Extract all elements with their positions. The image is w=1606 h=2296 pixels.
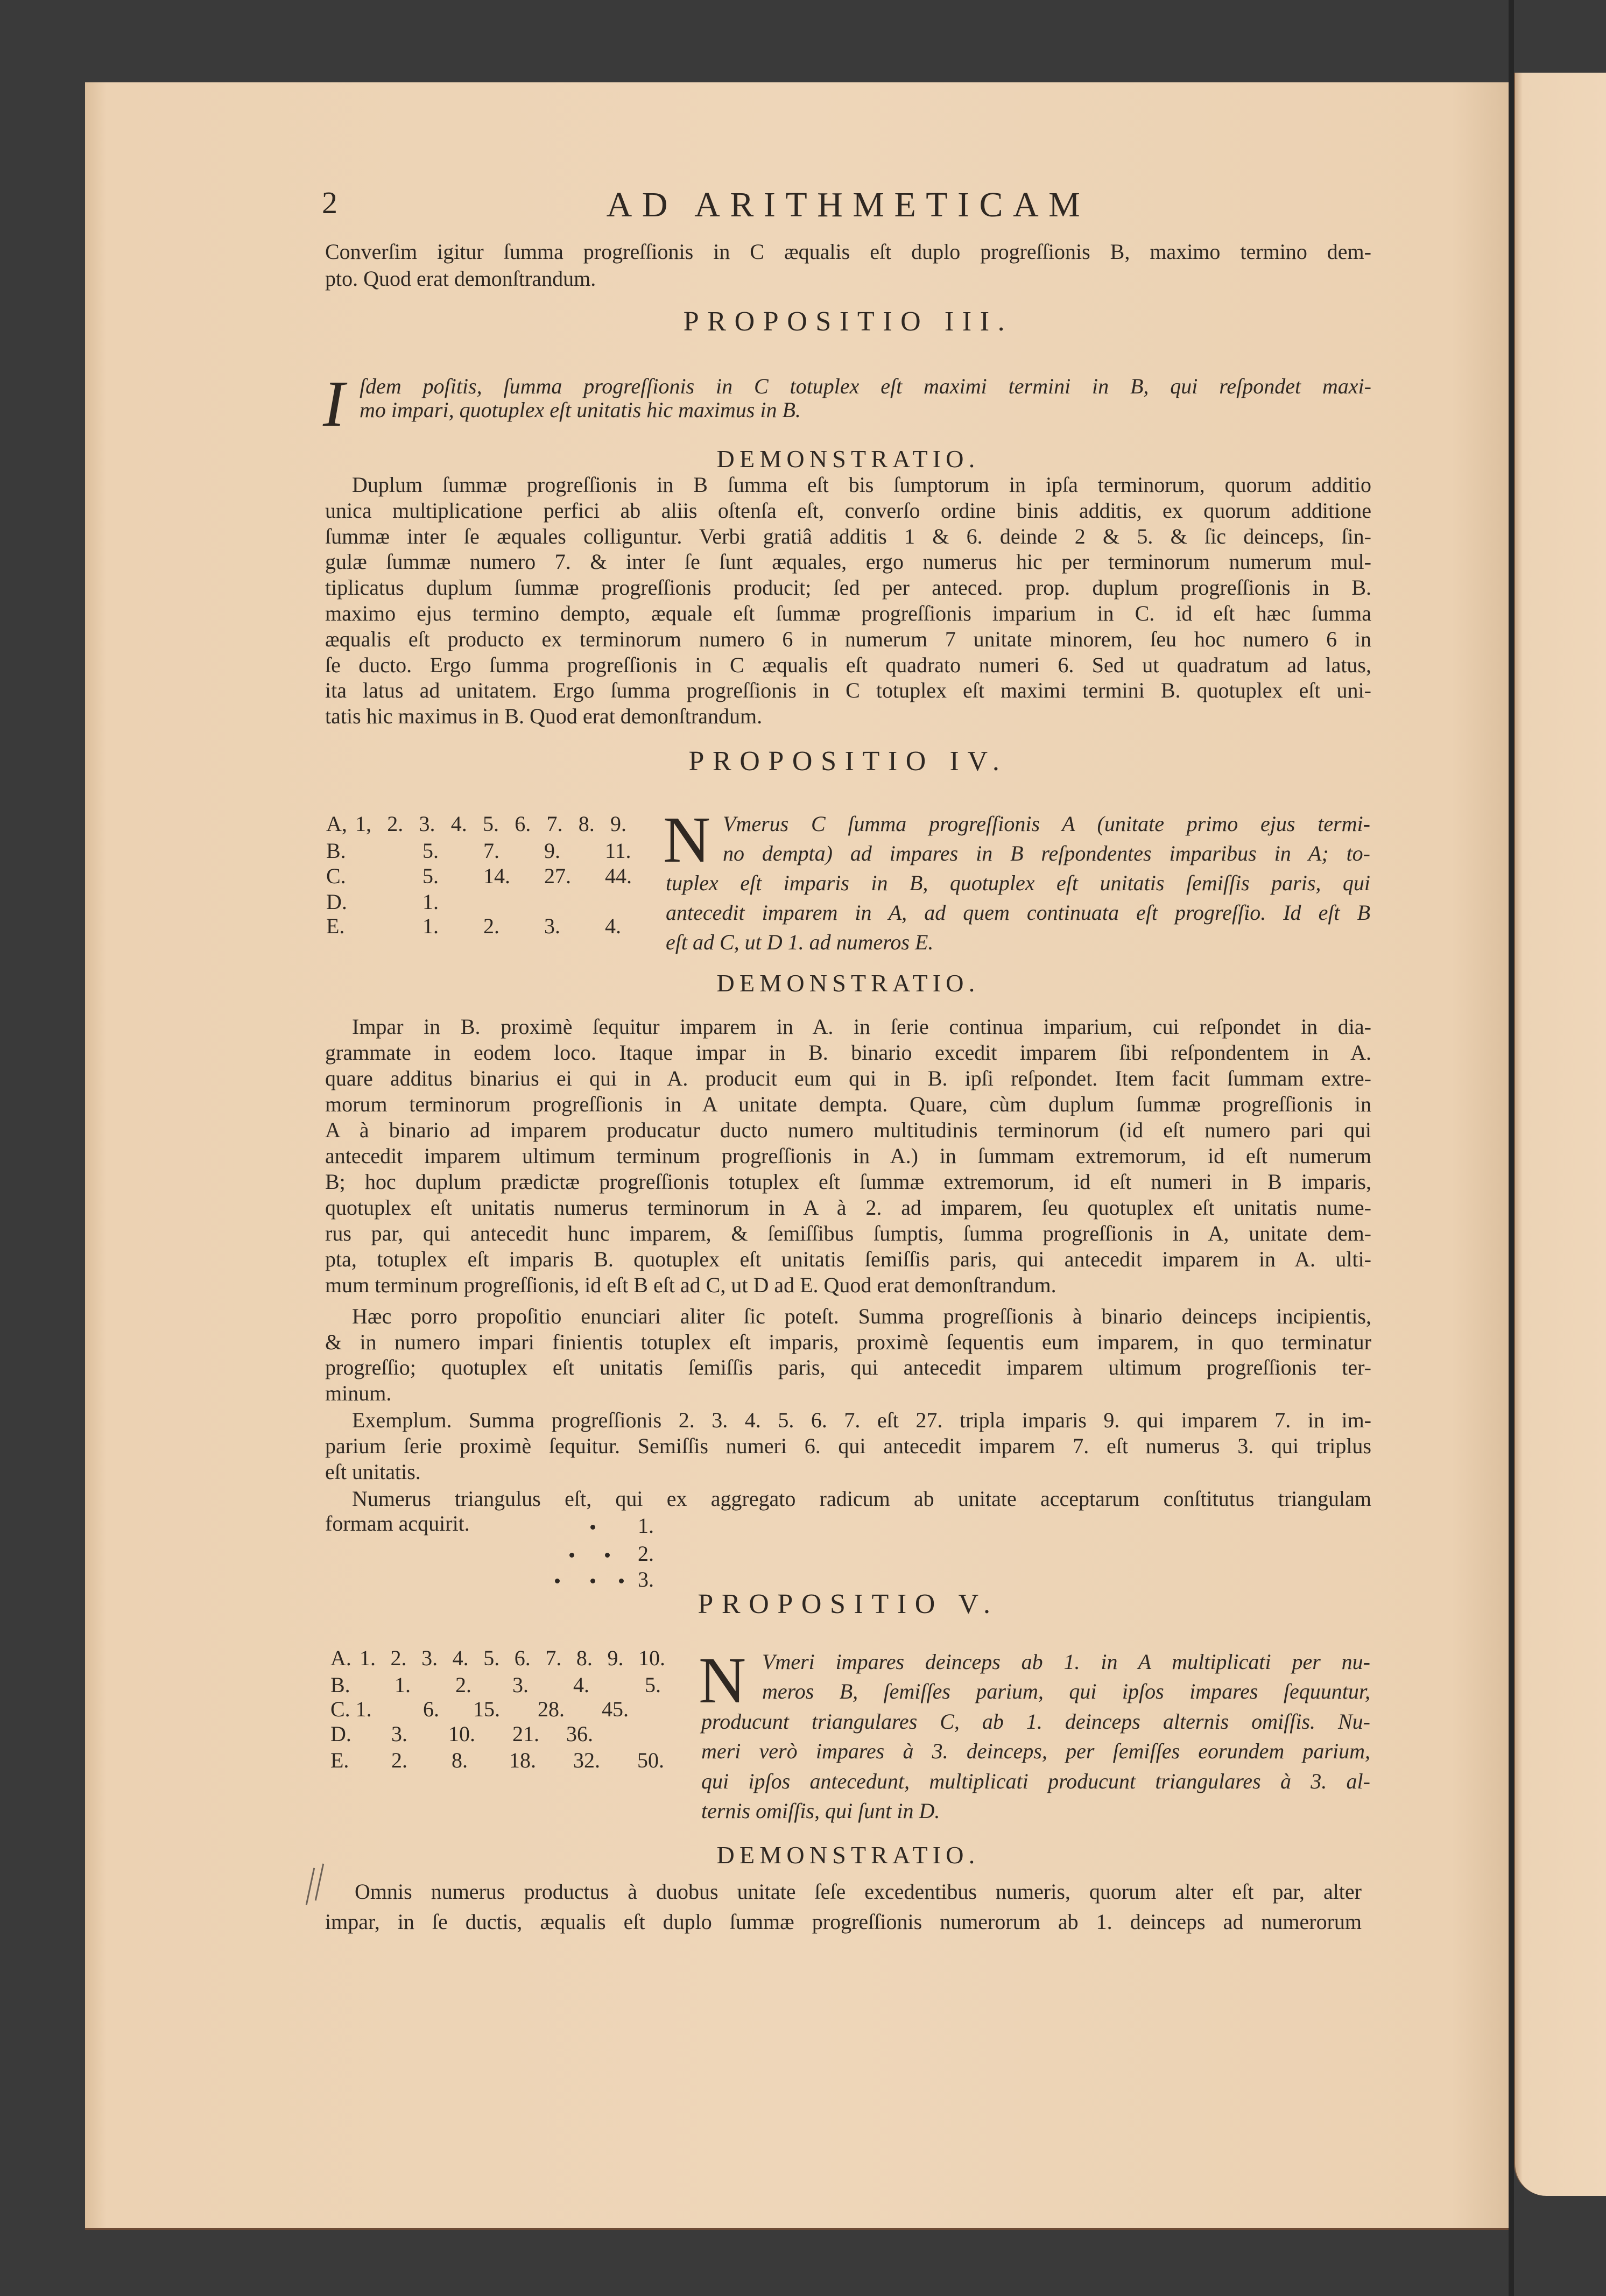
table-cell: 7. — [483, 839, 499, 863]
proposition-4-title: PROPOSITIO IV. — [688, 746, 1008, 777]
drop-cap: N — [699, 1644, 746, 1717]
table-cell: 32. — [573, 1748, 600, 1772]
triangle-label: 2. — [638, 1541, 654, 1566]
text-line: producunt triangulares C, ab 1. deinceps alternis omiſſis. Nu- — [701, 1709, 1370, 1734]
text-line: unica multiplicatione perfici ab aliis oſtenſa eſt, converſo ordine binis additis, ex quorum additione — [325, 498, 1371, 523]
table-cell: 5. — [422, 864, 439, 888]
text-line: ita latus ad unitatem. Ergo ſumma progreſſionis in C totuplex eſt maximi termini B. quotuplex eſt uni- — [325, 678, 1371, 703]
table-cell: 1. — [422, 890, 439, 914]
text-line: Vmerus C ſumma progreſſionis A (unitate primo ejus termi- — [723, 812, 1370, 836]
table-cell: 9. — [544, 839, 560, 863]
table-cell: 50. — [637, 1748, 664, 1772]
text-line: impar, in ſe ductis, æqualis eſt duplo ſummæ progreſſionis numerorum ab 1. deinceps ad numerorum — [325, 1910, 1362, 1934]
table-cell: 3. — [512, 1673, 529, 1697]
table-cell: 3. — [391, 1722, 407, 1746]
text-line: qui ipſos antecedunt, multiplicati producunt triangulares à 3. al- — [701, 1769, 1370, 1793]
table-cell: 2. — [455, 1673, 471, 1697]
text-line: antecedit imparem ultimum terminum progreſſionis in A.) in ſummam extremorum, id eſt numerum — [325, 1144, 1371, 1168]
text-line: parium ſerie proximè ſequitur. Semiſſis numeri 6. qui antecedit imparem 7. eſt numerus 3. qui triplus — [325, 1434, 1371, 1458]
text-line: Omnis numerus productus à duobus unitate ſeſe excedentibus numeris, quorum alter eſt par, alter — [355, 1879, 1362, 1904]
table-cell: 1, 2. 3. 4. 5. 6. 7. 8. 9. — [355, 812, 626, 836]
table-row-label: B. — [326, 839, 346, 863]
table-cell: 27. — [544, 864, 571, 888]
table-cell: 3. — [544, 914, 560, 938]
drop-cap: I — [323, 368, 345, 440]
text-line: formam acquirit. — [325, 1511, 470, 1536]
text-line: Numerus triangulus eſt, qui ex aggregato radicum ab unitate acceptarum conſtitutus triangulam — [352, 1487, 1371, 1511]
table-cell: 2. — [483, 914, 499, 938]
text-line: A à binario ad imparem producatur ducto numero multitudinis terminorum (id eſt numero pari qui — [325, 1118, 1371, 1142]
text-line: maximo ejus termino dempto, æquale eſt ſummæ progreſſionis imparium in C. id eſt hæc ſumma — [325, 601, 1371, 625]
table-cell: 18. — [509, 1748, 536, 1772]
drop-cap: N — [663, 804, 711, 876]
triangle-dot — [590, 1579, 595, 1583]
text-line: Impar in B. proximè ſequitur imparem in A. in ſerie continua imparium, cui reſpondet in dia- — [352, 1015, 1371, 1039]
text-line: meros B, ſemiſſes parium, qui ipſos impares ſequuntur, — [762, 1679, 1370, 1704]
table-cell: 8. — [452, 1748, 468, 1772]
table-cell: 36. — [566, 1722, 593, 1746]
table-row-label: C. 1. — [330, 1697, 372, 1721]
table-cell: 28. — [538, 1697, 565, 1721]
text-line: ſummæ inter ſe æquales colliguntur. Verbi gratiâ additis 1 & 6. deinde 2 & 5. & ſic deinceps, ſin- — [325, 524, 1371, 548]
text-line: quare additus binarius ei qui in A. producit eum qui in B. ipſi reſpondet. Item facit ſummam extre- — [325, 1066, 1371, 1090]
text-line: B; hoc duplum prædictæ progreſſionis totuplex eſt ſummæ extremorum, id eſt numeri in B imparis, — [325, 1170, 1371, 1194]
text-line: tiplicatus duplum ſummæ progreſſionis producit; ſed per anteced. prop. duplum progreſſionis in B. — [325, 575, 1371, 600]
proposition-3-title: PROPOSITIO III. — [683, 306, 1013, 337]
table-cell: 5. — [645, 1673, 661, 1697]
triangle-dot — [555, 1579, 560, 1583]
text-line: eſt unitatis. — [325, 1460, 421, 1484]
page-number: 2 — [322, 185, 337, 220]
table-cell: 11. — [605, 839, 631, 863]
table-row-label: E. — [330, 1748, 349, 1772]
triangle-dot — [569, 1553, 574, 1558]
text-line: & in numero impari finientis totuplex eſt imparis, proximè ſequentis eum imparem, in quo terminatur — [325, 1329, 1371, 1354]
text-line: Vmeri impares deinceps ab 1. in A multiplicati per nu- — [762, 1650, 1370, 1674]
text-line: minum. — [325, 1381, 392, 1405]
text-line: progreſſio; quotuplex eſt unitatis ſemiſſis paris, qui antecedit imparem ultimum progreſſionis ter- — [325, 1355, 1371, 1379]
table-row-label: B. — [330, 1673, 350, 1697]
text-line: pta, totuplex eſt imparis B. quotuplex eſt unitatis ſemiſſis paris, qui antecedit imparem in A. ulti- — [325, 1247, 1371, 1271]
text-line: quotuplex eſt unitatis numerus terminorum in A à 2. ad imparem, ſeu quotuplex eſt unitatis nume- — [325, 1195, 1371, 1220]
table-cell: 1. 2. 3. 4. 5. 6. 7. 8. 9. 10. — [360, 1646, 665, 1670]
demonstration-3-title: DEMONSTRATIO. — [716, 445, 980, 473]
text-line: æqualis eſt producto ex terminorum numero 6 in numerum 7 unitate minorem, ſeu hoc numero 6 in — [325, 626, 1371, 651]
text-line: gulæ ſummæ numero 7. & inter ſe ſunt æquales, ergo numerus hic per terminorum numerum mul- — [325, 550, 1371, 574]
text-line: ternis omiſſis, qui ſunt in D. — [701, 1799, 940, 1823]
proposition-5-title: PROPOSITIO V. — [698, 1589, 999, 1619]
table-cell: 21. — [512, 1722, 539, 1746]
table-row-label: D. — [326, 890, 347, 914]
text-line: ſe ducto. Ergo ſumma progreſſionis in C æqualis eſt quadrato numeri 6. Sed ut quadratum ad latus, — [325, 652, 1371, 677]
table-cell: 1. — [395, 1673, 411, 1697]
text-line: mum terminum progreſſionis, id eſt B eſt ad C, ut D ad E. Quod erat demonſtrandum. — [325, 1273, 1056, 1297]
table-row-label: C. — [326, 864, 346, 888]
text-line: tuplex eſt imparis in B, quotuplex eſt unitatis ſemiſſis paris, qui — [666, 871, 1370, 895]
running-head: AD ARITHMETICAM — [606, 185, 1090, 224]
text-line: no dempta) ad impares in B reſpondentes imparibus in A; to- — [723, 841, 1370, 865]
text-line: Exemplum. Summa progreſſionis 2. 3. 4. 5. 6. 7. eſt 27. tripla imparis 9. qui imparem 7. in im- — [352, 1408, 1371, 1432]
table-cell: 1. — [422, 914, 439, 938]
table-row-label: A. — [330, 1646, 351, 1670]
text-line: Duplum ſummæ progreſſionis in B ſumma eſt bis ſumptorum in ipſa terminorum, quorum additio — [352, 473, 1371, 497]
text-line: meri verò impares à 3. deinceps, per ſemiſſes eorundem parium, — [701, 1739, 1370, 1764]
text-line: mo impari, quotuplex eſt unitatis hic maximus in B. — [360, 398, 801, 422]
text-line: grammate in eodem loco. Itaque impar in B. binario excedit imparem ſibi reſpondentem in A. — [325, 1040, 1371, 1065]
table-cell: 45. — [602, 1697, 629, 1721]
table-row-label: A, — [326, 812, 347, 836]
text-line: Converſim igitur ſumma progreſſionis in C æqualis eſt duplo progreſſionis B, maximo termino dem- — [325, 240, 1371, 264]
triangle-dot — [590, 1525, 595, 1530]
table-cell: 14. — [483, 864, 510, 888]
triangle-label: 1. — [638, 1513, 654, 1538]
text-line: rus par, qui antecedit hunc imparem, & ſemiſſibus ſumptis, ſumma progreſſionis in A, unitate dem- — [325, 1221, 1371, 1245]
table-cell: 4. — [605, 914, 621, 938]
text-line: eſt ad C, ut D 1. ad numeros E. — [666, 930, 934, 954]
gutter — [1509, 0, 1514, 2296]
table-cell: 4. — [573, 1673, 589, 1697]
demonstration-4-title: DEMONSTRATIO. — [716, 969, 980, 997]
table-row-label: D. — [330, 1722, 351, 1746]
table-cell: 10. — [448, 1722, 475, 1746]
text-line: morum terminorum progreſſionis in A unitate dempta. Quare, cùm duplum ſummæ progreſſionis in — [325, 1092, 1371, 1116]
triangle-label: 3. — [638, 1567, 654, 1591]
table-cell: 15. — [473, 1697, 500, 1721]
text-line: tatis hic maximus in B. Quod erat demonſtrandum. — [325, 704, 763, 729]
table-cell: 44. — [605, 864, 632, 888]
demonstration-5-title: DEMONSTRATIO. — [716, 1841, 980, 1869]
text-line: pto. Quod erat demonſtrandum. — [325, 266, 596, 291]
table-row-label: E. — [326, 914, 345, 938]
triangle-dot — [619, 1579, 624, 1583]
triangle-dot — [605, 1553, 610, 1558]
text-line: antecedit imparem in A, ad quem continuata eſt progreſſio. Id eſt B — [666, 900, 1370, 925]
facing-page-edge — [1514, 73, 1606, 2196]
table-cell: 6. — [423, 1697, 439, 1721]
text-line: Hæc porro propoſitio enunciari aliter ſic poteſt. Summa progreſſionis à binario deinceps incipientis, — [352, 1304, 1371, 1328]
table-cell: 5. — [422, 839, 439, 863]
text-line: ſdem poſitis, ſumma progreſſionis in C totuplex eſt maximi termini in B, qui reſpondet maxi- — [360, 374, 1371, 398]
table-cell: 2. — [391, 1748, 407, 1772]
